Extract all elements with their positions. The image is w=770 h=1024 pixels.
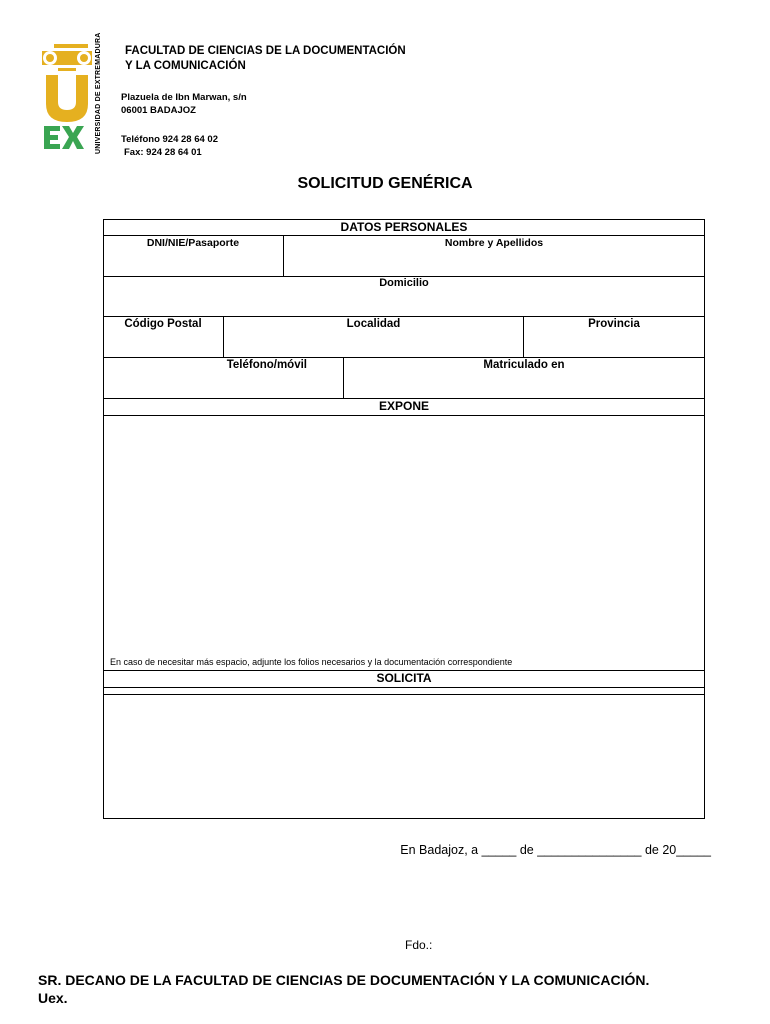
expone-textarea[interactable] [104, 416, 704, 656]
phone-number: Teléfono 924 28 64 02 [121, 134, 218, 145]
dni-field[interactable] [104, 250, 283, 276]
form-border-right [704, 219, 705, 819]
divider [103, 235, 705, 236]
signature-label: Fdo.: [405, 938, 433, 952]
divider [103, 687, 705, 688]
addressee-line1: SR. DECANO DE LA FACULTAD DE CIENCIAS DE DOCUMENTACIÓN Y LA COMUNICACIÓN. [38, 972, 650, 988]
faculty-name [125, 44, 406, 74]
city-field[interactable] [224, 332, 523, 357]
document-title: SOLICITUD GENÉRICA [297, 175, 473, 192]
addressee [38, 971, 738, 1007]
name-field[interactable] [284, 250, 704, 276]
phone-field[interactable] [104, 373, 343, 398]
fax-number: Fax: 924 28 64 01 [124, 147, 202, 158]
faculty-contact [121, 133, 218, 159]
phone-label [103, 359, 343, 371]
uex-logo-graphic [40, 42, 114, 156]
province-label: Provincia [588, 318, 640, 330]
postal-code-label: Código Postal [124, 318, 202, 330]
dni-label: DNI/NIE/Pasaporte [146, 237, 240, 249]
address-line2: 06001 BADAJOZ [121, 105, 196, 116]
province-field[interactable] [524, 332, 704, 357]
divider [103, 316, 705, 317]
address-line1: Plazuela de Ibn Marwan, s/n [121, 92, 247, 103]
divider [103, 357, 705, 358]
section-personal-data-heading: DATOS PERSONALES [340, 220, 468, 234]
addressee-line2: Uex. [38, 990, 68, 1006]
section-solicita-heading: SOLICITA [376, 671, 432, 685]
logo-vertical-text: UNIVERSIDAD DE EXTREMADURA [95, 32, 102, 154]
date-line: En Badajoz, a _____ de _______________ de 20_____ [400, 843, 711, 857]
phone-label-text: Teléfono/móvil [226, 359, 307, 371]
uex-logo [40, 32, 114, 156]
section-expone-heading: EXPONE [378, 399, 429, 413]
request-form [103, 219, 705, 819]
faculty-name-line1: FACULTAD DE CIENCIAS DE LA DOCUMENTACIÓN [125, 45, 406, 57]
enrolled-field[interactable] [344, 373, 704, 398]
solicita-textarea[interactable] [104, 695, 704, 818]
expone-note: En caso de necesitar más espacio, adjunte los folios necesarios y la documentación correspondiente [110, 657, 513, 667]
name-label: Nombre y Apellidos [444, 237, 544, 249]
postal-code-field[interactable] [104, 332, 223, 357]
faculty-name-line2: Y LA COMUNICACIÓN [125, 60, 246, 72]
city-label: Localidad [346, 318, 401, 330]
form-border-bottom [103, 818, 705, 819]
enrolled-label: Matriculado en [483, 359, 565, 371]
address-field[interactable] [104, 291, 704, 316]
faculty-address [121, 91, 247, 117]
address-label: Domicilio [379, 277, 429, 289]
